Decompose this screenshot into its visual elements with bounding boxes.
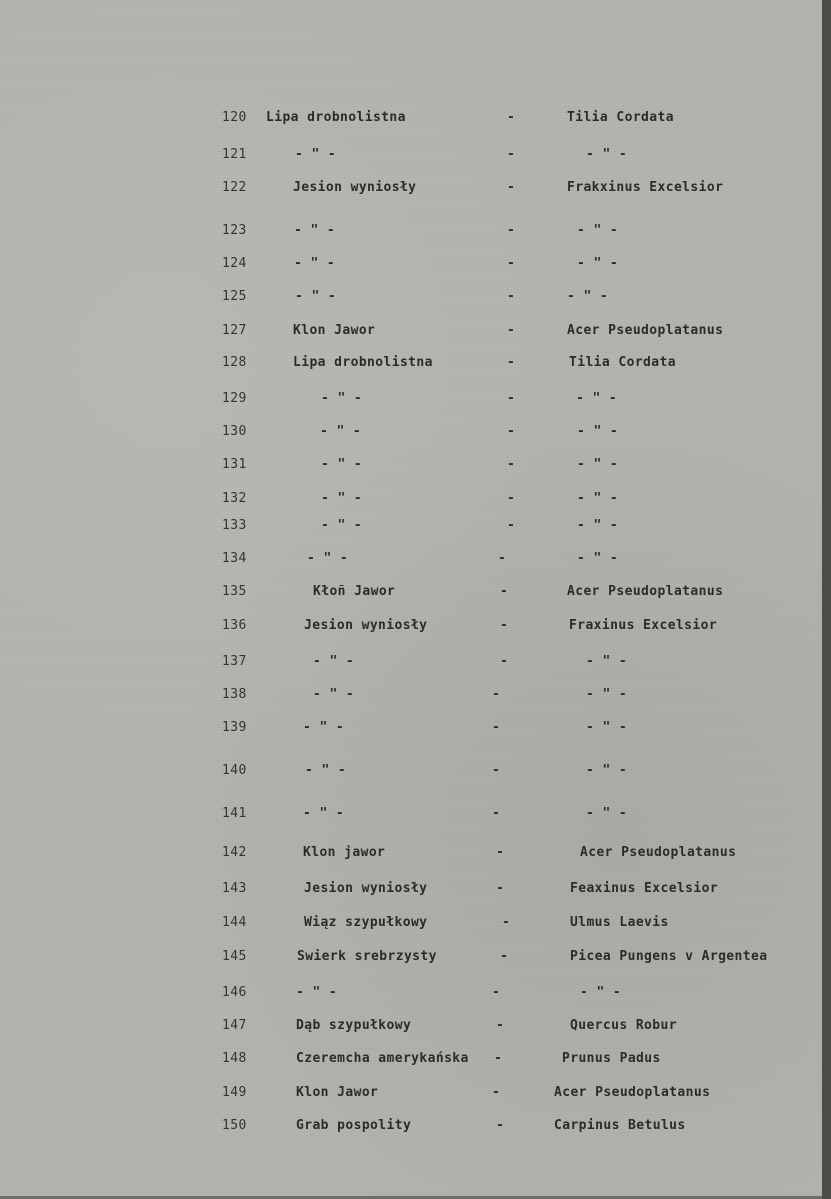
polish-name: Jesion wyniosły <box>304 881 428 896</box>
separator-dash: - <box>507 518 516 533</box>
list-row <box>0 221 822 241</box>
polish-name: - " - <box>321 491 363 506</box>
separator-dash: - <box>507 256 516 271</box>
separator-dash: - <box>507 110 516 125</box>
separator-dash: - <box>492 687 501 702</box>
list-row <box>0 761 822 781</box>
separator-dash: - <box>507 391 516 406</box>
row-number: 131 <box>222 457 247 472</box>
separator-dash: - <box>496 845 505 860</box>
latin-name: - " - <box>586 147 628 162</box>
latin-name: Fraxinus Excelsior <box>569 618 718 633</box>
polish-name: - " - <box>294 256 336 271</box>
row-number: 130 <box>222 424 247 439</box>
latin-name: - " - <box>577 551 619 566</box>
latin-name: Acer Pseudoplatanus <box>567 323 724 338</box>
polish-name: Jesion wyniosły <box>304 618 428 633</box>
row-number: 124 <box>222 256 247 271</box>
polish-name: Jesion wyniosły <box>293 180 417 195</box>
row-number: 135 <box>222 584 247 599</box>
latin-name: - " - <box>577 256 619 271</box>
latin-name: - " - <box>567 289 609 304</box>
latin-name: Ulmus Laevis <box>570 915 669 930</box>
polish-name: - " - <box>321 457 363 472</box>
polish-name: - " - <box>294 223 336 238</box>
separator-dash: - <box>492 1085 501 1100</box>
row-number: 141 <box>222 806 247 821</box>
row-number: 127 <box>222 323 247 338</box>
polish-name: - " - <box>295 289 337 304</box>
separator-dash: - <box>507 147 516 162</box>
row-number: 133 <box>222 518 247 533</box>
latin-name: Prunus Padus <box>562 1051 661 1066</box>
list-row <box>0 582 822 602</box>
latin-name: - " - <box>577 518 619 533</box>
separator-dash: - <box>507 491 516 506</box>
latin-name: Acer Pseudoplatanus <box>554 1085 711 1100</box>
separator-dash: - <box>496 1018 505 1033</box>
row-number: 139 <box>222 720 247 735</box>
list-row <box>0 145 822 165</box>
latin-name: - " - <box>580 985 622 1000</box>
row-number: 125 <box>222 289 247 304</box>
list-row <box>0 1049 822 1069</box>
list-row <box>0 455 822 475</box>
polish-name: Klon jawor <box>303 845 386 860</box>
polish-name: - " - <box>313 687 355 702</box>
polish-name: - " - <box>303 806 345 821</box>
row-number: 149 <box>222 1085 247 1100</box>
row-number: 145 <box>222 949 247 964</box>
latin-name: - " - <box>577 491 619 506</box>
list-row <box>0 178 822 198</box>
row-number: 123 <box>222 223 247 238</box>
separator-dash: - <box>500 618 509 633</box>
latin-name: Tilia Cordata <box>567 110 674 125</box>
list-row <box>0 947 822 967</box>
row-number: 142 <box>222 845 247 860</box>
polish-name: - " - <box>295 147 337 162</box>
polish-name: Czeremcha amerykańska <box>296 1051 469 1066</box>
polish-name: - " - <box>320 424 362 439</box>
polish-name: Kłoñ Jawor <box>313 584 396 599</box>
separator-dash: - <box>492 806 501 821</box>
polish-name: Grab pospolity <box>296 1118 412 1133</box>
separator-dash: - <box>507 180 516 195</box>
list-row <box>0 321 822 341</box>
list-row <box>0 389 822 409</box>
separator-dash: - <box>507 424 516 439</box>
separator-dash: - <box>498 551 507 566</box>
list-row <box>0 652 822 672</box>
latin-name: Feaxinus Excelsior <box>570 881 719 896</box>
row-number: 132 <box>222 491 247 506</box>
polish-name: Lipa drobnolistna <box>266 110 406 125</box>
separator-dash: - <box>507 289 516 304</box>
polish-name: - " - <box>313 654 355 669</box>
latin-name: Frakxinus Excelsior <box>567 180 724 195</box>
polish-name: Dąb szypułkowy <box>296 1018 412 1033</box>
list-row <box>0 879 822 899</box>
latin-name: - " - <box>586 806 628 821</box>
list-row <box>0 489 822 509</box>
row-number: 140 <box>222 763 247 778</box>
latin-name: Picea Pungens v Argentea <box>570 949 768 964</box>
row-number: 143 <box>222 881 247 896</box>
list-row <box>0 685 822 705</box>
row-number: 136 <box>222 618 247 633</box>
list-row <box>0 913 822 933</box>
row-number: 120 <box>222 110 247 125</box>
list-row <box>0 1016 822 1036</box>
separator-dash: - <box>500 584 509 599</box>
list-row <box>0 108 822 128</box>
row-number: 147 <box>222 1018 247 1033</box>
row-number: 129 <box>222 391 247 406</box>
separator-dash: - <box>507 355 516 370</box>
polish-name: - " - <box>303 720 345 735</box>
list-row <box>0 287 822 307</box>
latin-name: - " - <box>586 687 628 702</box>
list-row <box>0 549 822 569</box>
row-number: 148 <box>222 1051 247 1066</box>
polish-name: - " - <box>321 518 363 533</box>
latin-name: Quercus Robur <box>570 1018 677 1033</box>
list-row <box>0 804 822 824</box>
separator-dash: - <box>507 323 516 338</box>
row-number: 122 <box>222 180 247 195</box>
row-number: 138 <box>222 687 247 702</box>
separator-dash: - <box>494 1051 503 1066</box>
latin-name: Acer Pseudoplatanus <box>580 845 737 860</box>
separator-dash: - <box>507 223 516 238</box>
separator-dash: - <box>507 457 516 472</box>
row-number: 137 <box>222 654 247 669</box>
list-row <box>0 422 822 442</box>
latin-name: - " - <box>576 391 618 406</box>
scan-edge <box>822 0 831 1199</box>
list-row <box>0 983 822 1003</box>
latin-name: - " - <box>577 457 619 472</box>
list-row <box>0 616 822 636</box>
list-row <box>0 843 822 863</box>
latin-name: - " - <box>586 720 628 735</box>
separator-dash: - <box>502 915 511 930</box>
separator-dash: - <box>496 1118 505 1133</box>
polish-name: - " - <box>307 551 349 566</box>
polish-name: Wiąz szypułkowy <box>304 915 428 930</box>
row-number: 150 <box>222 1118 247 1133</box>
latin-name: Acer Pseudoplatanus <box>567 584 724 599</box>
latin-name: - " - <box>586 654 628 669</box>
polish-name: - " - <box>296 985 338 1000</box>
row-number: 144 <box>222 915 247 930</box>
latin-name: Carpinus Betulus <box>554 1118 686 1133</box>
latin-name: Tilia Cordata <box>569 355 676 370</box>
row-number: 134 <box>222 551 247 566</box>
list-row <box>0 1083 822 1103</box>
separator-dash: - <box>496 881 505 896</box>
separator-dash: - <box>492 985 501 1000</box>
polish-name: Lipa drobnolistna <box>293 355 433 370</box>
list-row <box>0 254 822 274</box>
row-number: 146 <box>222 985 247 1000</box>
row-number: 121 <box>222 147 247 162</box>
list-row <box>0 1116 822 1136</box>
polish-name: - " - <box>321 391 363 406</box>
latin-name: - " - <box>586 763 628 778</box>
latin-name: - " - <box>577 424 619 439</box>
list-row <box>0 353 822 373</box>
separator-dash: - <box>492 720 501 735</box>
polish-name: Klon Jawor <box>296 1085 379 1100</box>
latin-name: - " - <box>577 223 619 238</box>
separator-dash: - <box>500 654 509 669</box>
separator-dash: - <box>500 949 509 964</box>
polish-name: Klon Jawor <box>293 323 376 338</box>
row-number: 128 <box>222 355 247 370</box>
polish-name: Swierk srebrzysty <box>297 949 437 964</box>
list-row <box>0 718 822 738</box>
list-row <box>0 516 822 536</box>
polish-name: - " - <box>305 763 347 778</box>
separator-dash: - <box>492 763 501 778</box>
